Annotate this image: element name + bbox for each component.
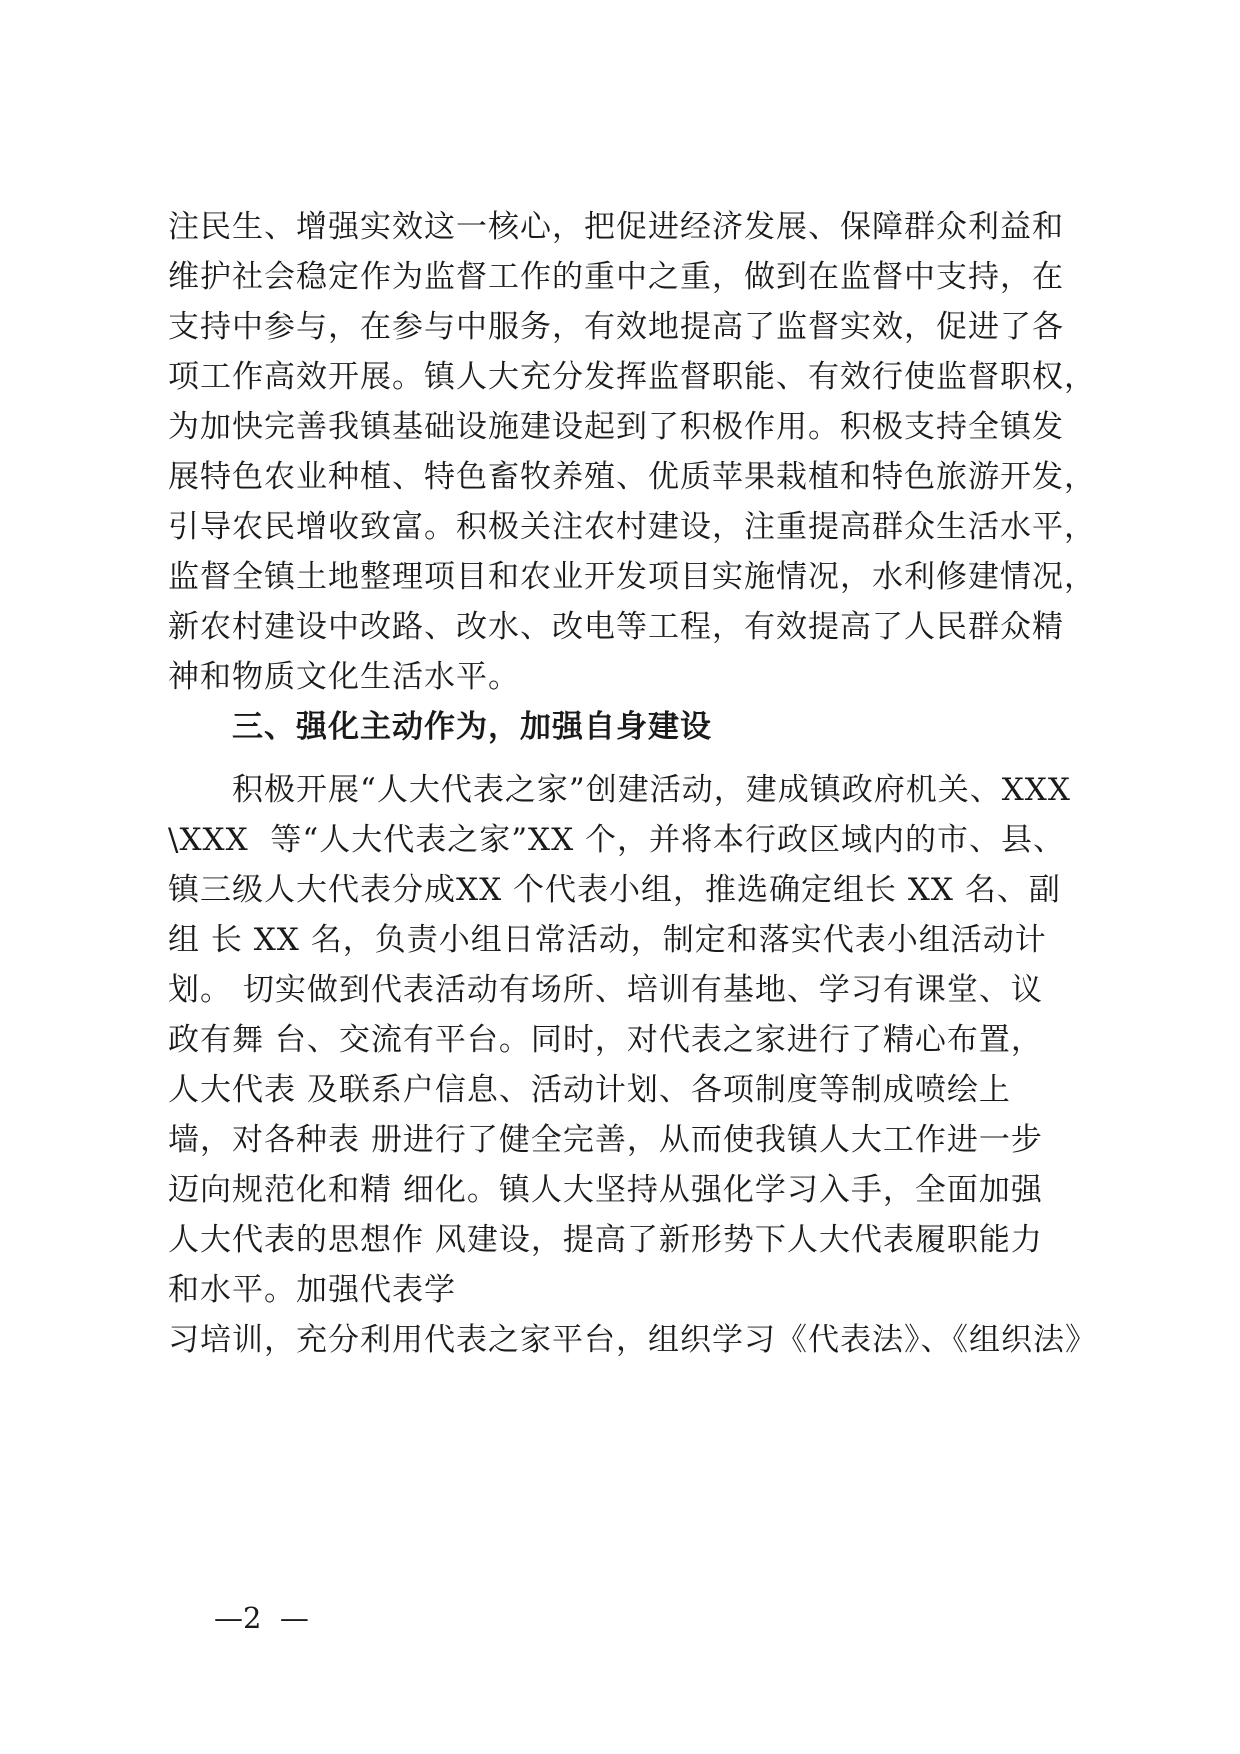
paragraph-line-10: 神和物质文化生活水平。 [168,659,520,695]
paragraph2-line-7: 人大代表 及联系户信息、活动计划、各项制度等制成喷绘上 [168,1072,1011,1108]
paragraph2-line-5: 划。 切实做到代表活动有场所、培训有基地、学习有课堂、议 [168,972,1043,1008]
paragraph2-line-1: 积极开展“人大代表之家”创建活动，建成镇政府机关、XXX [232,772,1071,808]
paragraph2-line-6: 政有舞 台、交流有平台。同时，对代表之家进行了精心布置， [168,1022,1043,1058]
paragraph2-line-3: 镇三级人大代表分成XX 个代表小组，推选确定组长 XX 名、副 [168,872,1061,908]
section-heading: 三、强化主动作为，加强自身建设 [232,709,712,745]
paragraph-line-3: 支持中参与，在参与中服务，有效地提高了监督实效，促进了各 [168,309,1064,345]
paragraph2-line-2: \XXX 等“人大代表之家”XX 个，并将本行政区域内的市、县、 [168,822,1066,858]
paragraph-line-1: 注民生、增强实效这一核心，把促进经济发展、保障群众利益和 [168,209,1064,245]
paragraph-line-7: 引导农民增收致富。积极关注农村建设，注重提高群众生活水平， [168,509,1096,545]
paragraph2-line-4: 组 长 XX 名，负责小组日常活动，制定和落实代表小组活动计 [168,922,1047,958]
paragraph2-line-12: 习培训，充分利用代表之家平台，组织学习《代表法》、《组织法》 [168,1322,1097,1358]
page-number: —2 — [214,1601,309,1635]
paragraph2-line-10: 人大代表的思想作 风建设，提高了新形势下人大代表履职能力 [168,1222,1043,1258]
paragraph-line-9: 新农村建设中改路、改水、改电等工程，有效提高了人民群众精 [168,609,1064,645]
paragraph-line-5: 为加快完善我镇基础设施建设起到了积极作用。积极支持全镇发 [168,409,1064,445]
paragraph-line-4: 项工作高效开展。镇人大充分发挥监督职能、有效行使监督职权， [168,359,1096,395]
paragraph2-line-8: 墙，对各种表 册进行了健全完善，从而使我镇人大工作进一步 [168,1122,1043,1158]
paragraph-line-6: 展特色农业种植、特色畜牧养殖、优质苹果栽植和特色旅游开发， [168,459,1096,495]
paragraph-line-2: 维护社会稳定作为监督工作的重中之重，做到在监督中支持，在 [168,259,1064,295]
paragraph2-line-11: 和水平。加强代表学 [168,1272,456,1308]
paragraph2-line-9: 迈向规范化和精 细化。镇人大坚持从强化学习入手，全面加强 [168,1172,1043,1208]
paragraph-line-8: 监督全镇土地整理项目和农业开发项目实施情况，水利修建情况， [168,559,1096,595]
